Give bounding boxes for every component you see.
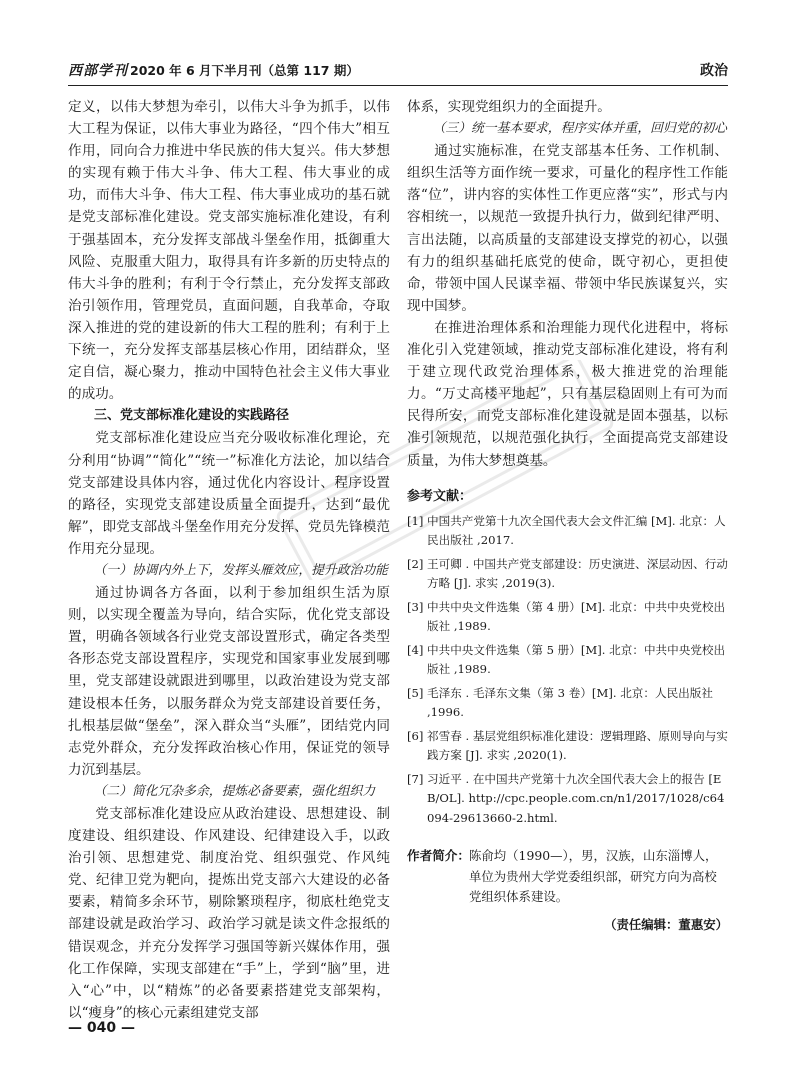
reference-number: [4] bbox=[407, 642, 424, 657]
reference-item bbox=[407, 727, 728, 766]
body-paragraph: 在推进治理体系和治理能力现代化进程中，将标准化引入党建领域，推动党支部标准化建设，将有利于建立现代政党治理体系，极大推进党的治理能力。“万丈高楼平地起”，只有基层稳固则上有可为而民得所安，而党支部标准化建设就是固本强基，以标准引领规范，以规范强化执行，全面提高党支部建设质量，为伟大梦想奠基。 bbox=[407, 319, 728, 469]
responsible-editor: （责任编辑：董惠安） bbox=[604, 916, 728, 932]
reference-item bbox=[407, 555, 728, 594]
section-name: 政治 bbox=[700, 63, 728, 79]
author-bio-text: 陈俞均（1990—），男，汉族，山东淄博人，单位为贵州大学党委组织部，研究方向为高校党组织体系建设。 bbox=[469, 848, 718, 905]
author-bio-label: 作者简介： bbox=[407, 848, 470, 864]
body-paragraph: 党支部标准化建设应从政治建设、思想建设、制度建设、组织建设、作风建设、纪律建设入手，以政治引领、思想建党、制度治党、组织强党、作风纯党、纪律卫党为靶向，提炼出党支部六大建设的必备要素，精简多余环节，剔除繁琐程序，彻底杜绝党支部建设就是政治学习、政治学习就是读文件念报纸的错误观念，并充分发挥学习强国等新兴媒体作用，强化工作保障，实现支部建在“手”上，学到“脑”里，进入“心”中，以“精炼”的必备要素搭建党支部架构，以“瘦身”的核心元素组建党支部 bbox=[68, 806, 390, 1021]
reference-item bbox=[407, 641, 728, 680]
references-title: 参考文献： bbox=[407, 488, 473, 504]
reference-text: 王可卿 . 中国共产党支部建设：历史演进、深层动因、行动方略 [J]. 求实 ,2019(3). bbox=[427, 556, 728, 591]
body-paragraph: 定义，以伟大梦想为牵引，以伟大斗争为抓手，以伟大工程为保证，以伟大事业为路径，“四个伟大”相互作用，同向合力推进中华民族的伟大复兴。伟大梦想的实现有赖于伟大斗争、伟大工程、伟大事业的成功，而伟大斗争、伟大工程、伟大事业成功的基石就是党支部标准化建设。党支部实施标准化建设，有利于强基固本，充分发挥支部战斗堡垒作用，抵御重大风险、克服重大阻力，取得具有许多新的历史特点的伟大斗争的胜利；有利于令行禁止，充分发挥支部政治引领作用，管理党员，直面问题，自我革命，夺取深入推进的党的建设新的伟大工程的胜利；有利于上下统一，充分发挥支部基层核心作用，团结群众，坚定自信，凝心聚力，推动中国特色社会主义伟大事业的成功。 bbox=[68, 99, 390, 403]
running-header bbox=[68, 60, 728, 82]
subsection-heading: （一）协调内外上下，发挥头雁效应，提升政治功能 bbox=[93, 562, 388, 578]
reference-number: [6] bbox=[407, 728, 424, 743]
reference-text: 习近平 . 在中国共产党第十九次全国代表大会上的报告 [EB/OL]. http://cpc.people.com.cn/n1/2017/1028/c64094-29613660-2.html. bbox=[427, 771, 725, 825]
body-paragraph: 通过实施标准，在党支部基本任务、工作机制、组织生活等方面作统一要求，可量化的程序性工作能落“位”，讲内容的实体性工作更应落“实”，形式与内容相统一，以规范一致提升执行力，做到纪律严明、言出法随，以高质量的支部建设支撑党的初心，以强有力的组织基础托底党的使命，既守初心，更担使命，带领中国人民谋幸福、带领中华民族谋复兴，实现中国梦。 bbox=[407, 143, 728, 314]
reference-list bbox=[407, 512, 728, 829]
reference-text: 祁雪春 . 基层党组织标准化建设：逻辑理路、原则导向与实践方案 [J]. 求实 ,2020(1). bbox=[427, 728, 728, 763]
page-number: — 040 — bbox=[68, 1020, 135, 1036]
author-bio bbox=[407, 846, 728, 908]
reference-number: [3] bbox=[407, 599, 424, 614]
journal-logo: 西部学刊 bbox=[68, 63, 128, 79]
body-paragraph: 党支部标准化建设应当充分吸收标准化理论，充分利用“协调”“简化”“统一”标准化方法论，加以结合党支部建设具体内容，通过优化内容设计、程序设置的路径，实现党支部建设质量全面提升，达到“最优解”，即党支部战斗堡垒作用充分发挥、党员先锋模范作用充分显现。 bbox=[68, 430, 390, 557]
reference-text: 中共中央文件选集（第 5 册）[M]. 北京：中共中央党校出版社 ,1989. bbox=[427, 642, 726, 677]
reference-number: [1] bbox=[407, 513, 424, 528]
subsection-heading: （二）简化冗杂多余，提炼必备要素，强化组织力 bbox=[93, 783, 376, 799]
reference-text: 中国共产党第十九次全国代表大会文件汇编 [M]. 北京：人民出版社 ,2017. bbox=[427, 513, 726, 548]
reference-number: [7] bbox=[407, 771, 424, 786]
reference-number: [2] bbox=[407, 556, 424, 571]
reference-item bbox=[407, 770, 728, 829]
subsection-heading: （三）统一基本要求，程序实体并重，回归党的初心 bbox=[432, 121, 727, 137]
header-rule bbox=[68, 85, 728, 86]
reference-text: 中共中央文件选集（第 4 册）[M]. 北京：中共中央党校出版社 ,1989. bbox=[427, 599, 726, 634]
journal-issue: 2020 年 6 月下半月刊（总第 117 期） bbox=[130, 63, 359, 78]
body-paragraph: 体系，实现党组织力的全面提升。 bbox=[407, 99, 611, 115]
left-column bbox=[68, 96, 390, 1024]
body-paragraph: 通过协调各方各面，以利于参加组织生活为原则，以实现全覆盖为导向，结合实际，优化党支部设置，明确各领域各行业党支部设置形式，确定各类型各形态党支部设置程序，实现党和国家事业发展到哪里，党支部建设就跟进到哪里，以政治建设为党支部建设根本任务，以服务群众为党支部建设首要任务，扎根基层做“堡垒”，深入群众当“头雁”，团结党内同志党外群众，充分发挥政治核心作用，保证党的领导力沉到基层。 bbox=[68, 585, 390, 778]
reference-text: 毛泽东 . 毛泽东文集（第 3 卷）[M]. 北京：人民出版社 ,1996. bbox=[427, 685, 713, 720]
reference-item bbox=[407, 512, 728, 551]
reference-item bbox=[407, 684, 728, 723]
reference-item bbox=[407, 598, 728, 637]
section-heading: 三、党支部标准化建设的实践路径 bbox=[94, 408, 290, 424]
reference-number: [5] bbox=[407, 685, 424, 700]
right-column bbox=[407, 96, 728, 936]
